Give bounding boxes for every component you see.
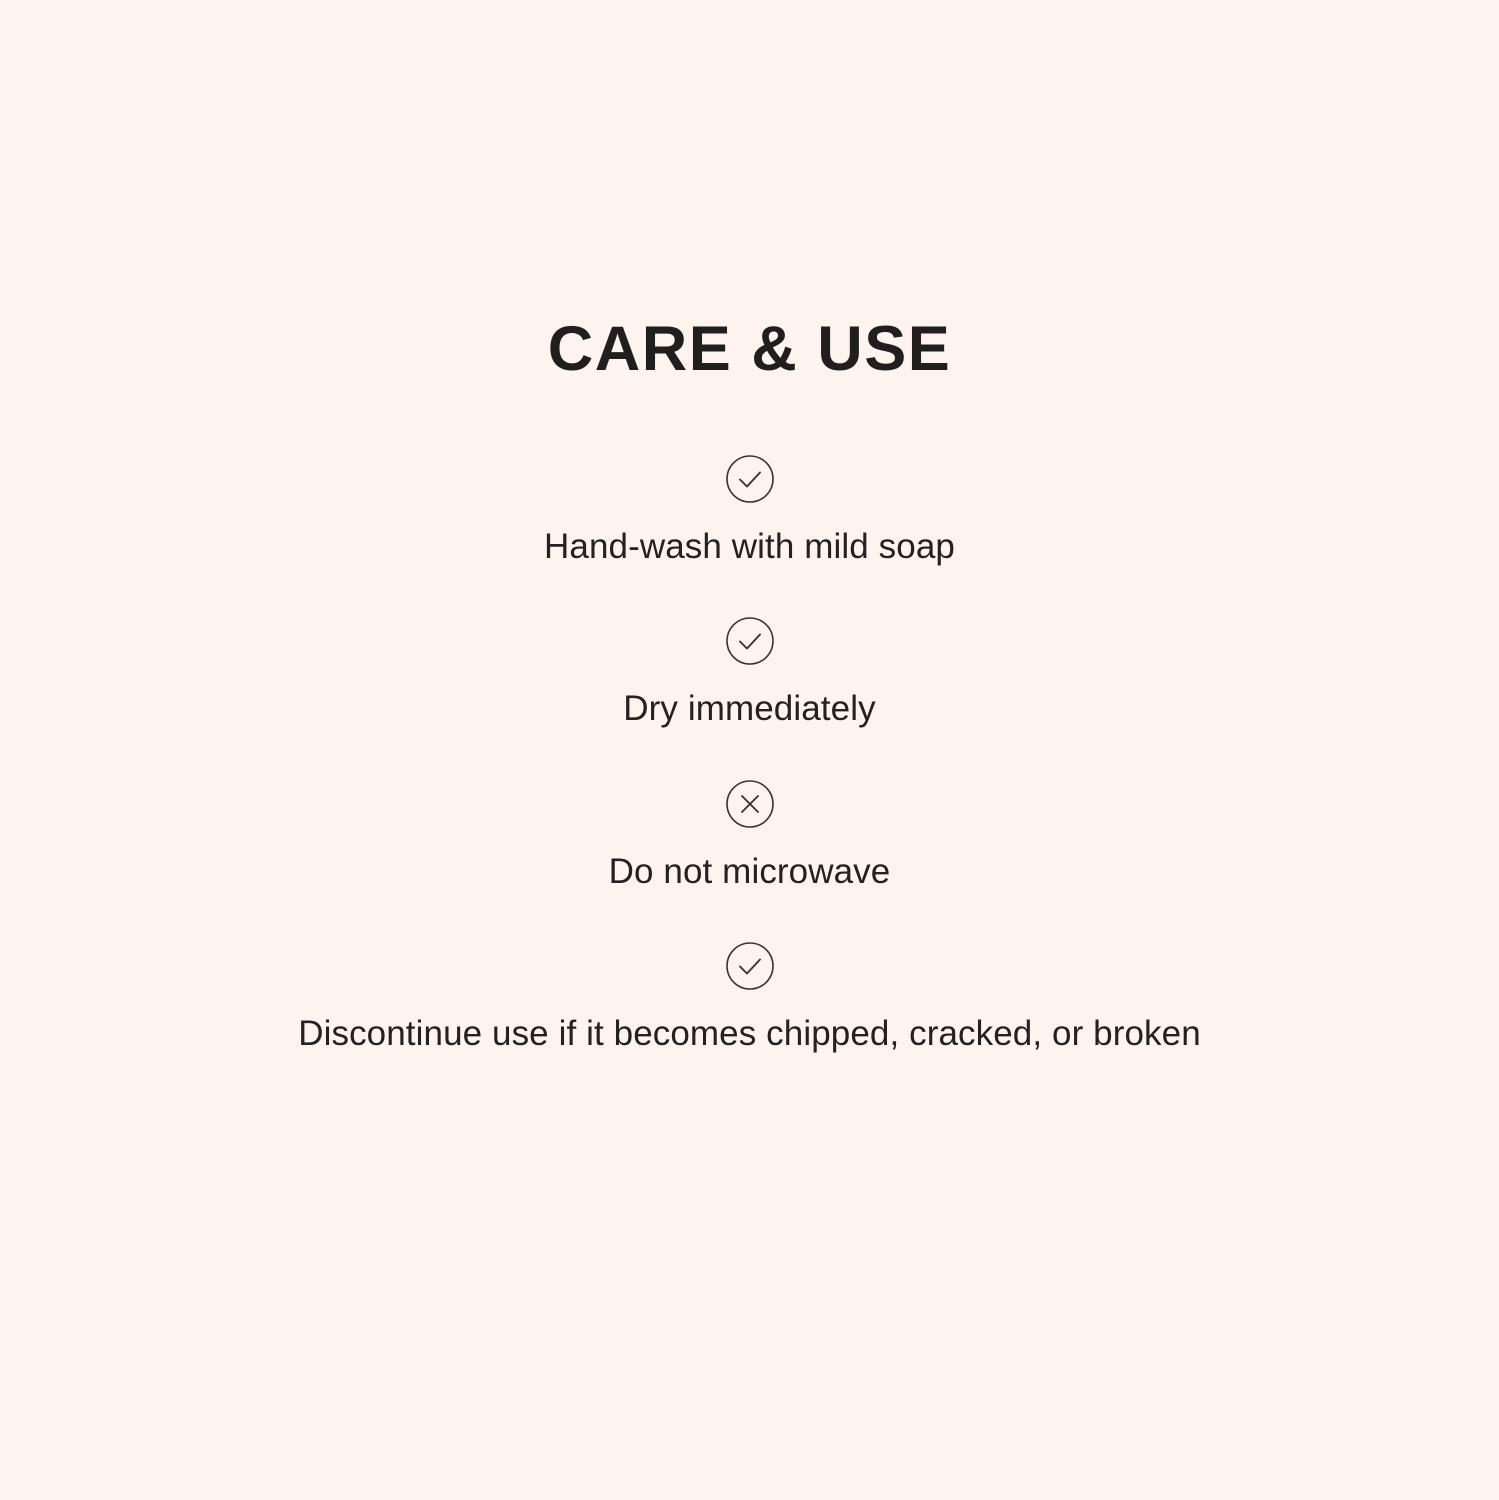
list-item-label: Hand-wash with mild soap	[544, 527, 955, 566]
check-circle-icon	[724, 453, 776, 505]
list-item-label: Do not microwave	[608, 851, 891, 891]
x-circle-icon	[724, 778, 776, 830]
list-item	[0, 778, 1499, 892]
care-instructions-list	[0, 453, 1499, 1054]
page-title: CARE & USE	[547, 314, 952, 384]
list-item-label: Discontinue use if it becomes chipped, cracked, or broken	[298, 1013, 1201, 1053]
list-item	[0, 940, 1499, 1054]
check-circle-icon	[724, 940, 776, 992]
list-item	[0, 453, 1499, 567]
check-circle-icon	[724, 615, 776, 667]
list-item-label: Dry immediately	[623, 689, 876, 729]
list-item	[0, 615, 1499, 729]
